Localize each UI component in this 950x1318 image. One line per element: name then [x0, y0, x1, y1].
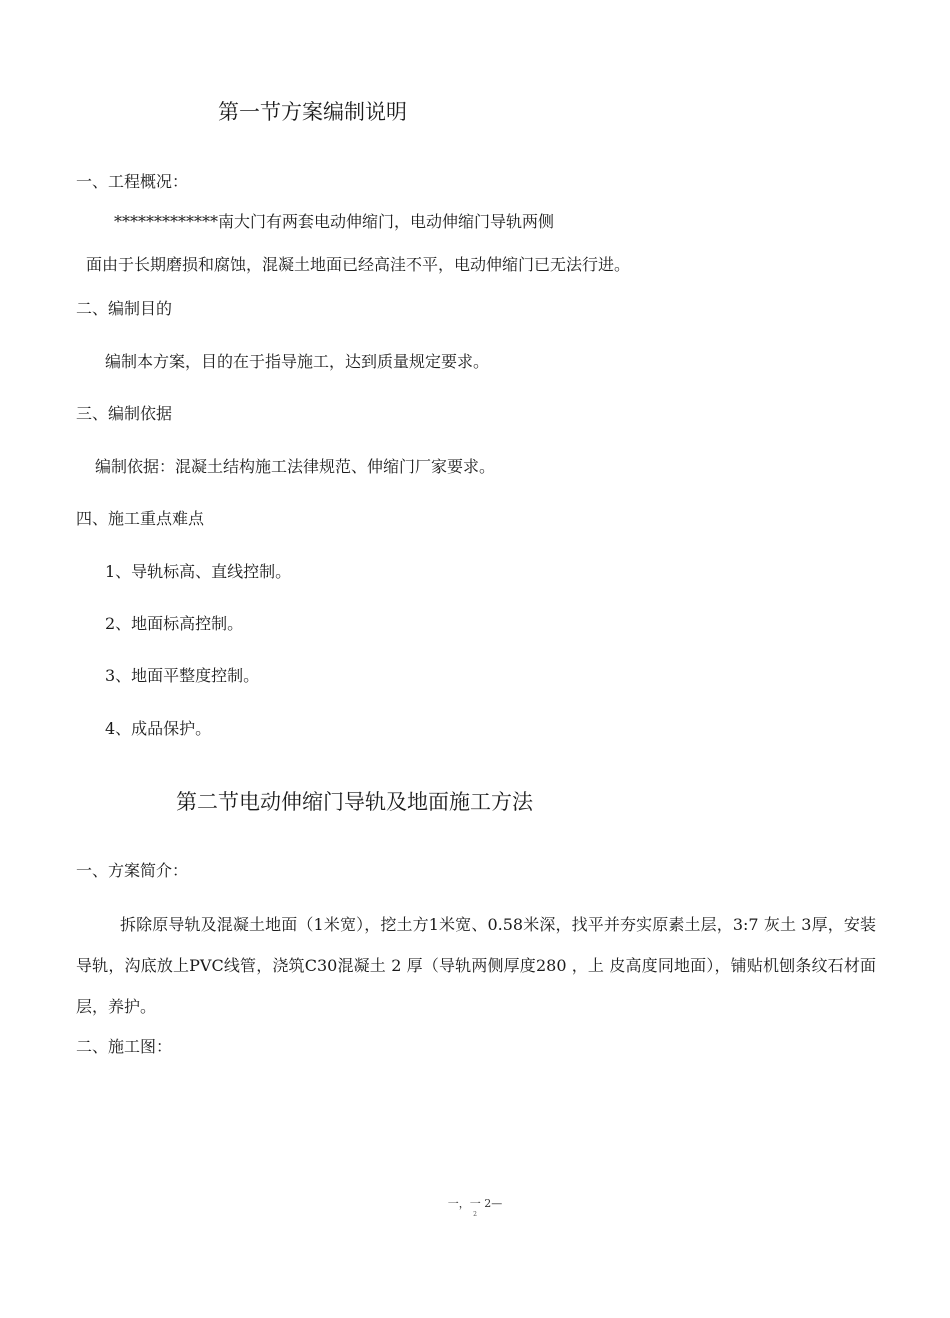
section2-heading-drawing: 二、施工图： [76, 1037, 173, 1056]
section1-heading-keypoints: 四、施工重点难点 [76, 509, 205, 528]
section1-heading-basis: 三、编制依据 [76, 404, 173, 423]
intro-body: 拆除原导轨及混凝土地面（1米宽），挖土方1米宽、0.58米深，找平并夯实原素土层，3:7 灰土 3厚，安装导轨，沟底放上PVC线管，浇筑C30混凝土 2 厚（导轨两侧厚度280 ，上 皮高度同地面），铺贴机刨条纹石材面层，养护。 [76, 915, 876, 1016]
purpose-body: 编制本方案，目的在于指导施工，达到质量规定要求。 [105, 352, 490, 371]
basis-body: 编制依据：混凝土结构施工法律规范、伸缩门厂家要求。 [95, 457, 496, 476]
keypoint-item: 1、导轨标高、直线控制。 [105, 562, 292, 581]
section1-heading-overview: 一、工程概况： [76, 172, 189, 191]
keypoint-item: 3、地面平整度控制。 [105, 666, 260, 685]
page-number-sub: 2 [473, 1211, 477, 1218]
section1-title: 第一节方案编制说明 [218, 100, 407, 124]
section2-title: 第二节电动伸缩门导轨及地面施工方法 [176, 790, 533, 814]
keypoint-item: 2、地面标高控制。 [105, 614, 244, 633]
section1-heading-purpose: 二、编制目的 [76, 299, 173, 318]
overview-line-1: *************南大门有两套电动伸缩门，电动伸缩门导轨两侧 [114, 212, 555, 231]
page-number: 一，一 2— [447, 1197, 503, 1210]
keypoint-item: 4、成品保护。 [105, 719, 212, 738]
overview-line-2: 面由于长期磨损和腐蚀，混凝土地面已经高洼不平，电动伸缩门已无法行进。 [86, 255, 631, 274]
section2-heading-intro: 一、方案简介： [76, 861, 189, 880]
